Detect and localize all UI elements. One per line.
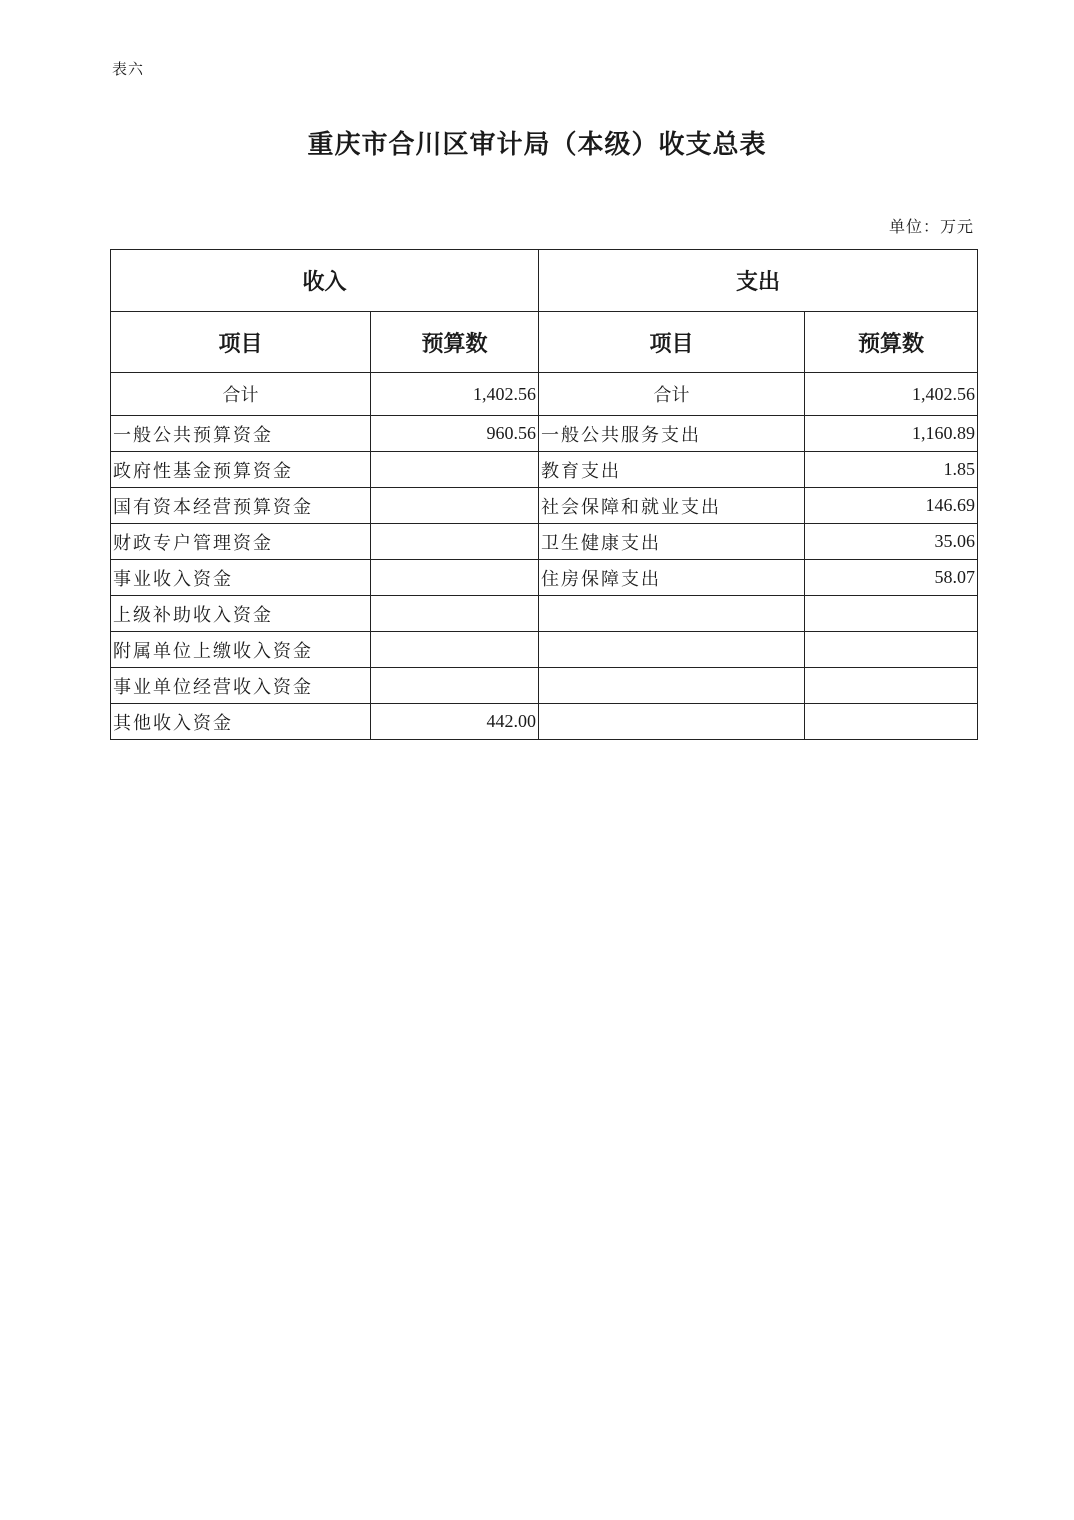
budget-table bbox=[110, 249, 978, 740]
expense-item: 卫生健康支出 bbox=[539, 524, 805, 560]
income-value bbox=[371, 596, 539, 632]
income-item-header: 项目 bbox=[111, 312, 371, 373]
total-row bbox=[111, 373, 978, 416]
table-row bbox=[111, 452, 978, 488]
unit-note: 单位：万元 bbox=[888, 217, 974, 236]
table-row bbox=[111, 632, 978, 668]
income-item: 附属单位上缴收入资金 bbox=[111, 632, 371, 668]
expense-item bbox=[539, 668, 805, 704]
expense-section-header: 支出 bbox=[539, 250, 978, 312]
expense-value: 35.06 bbox=[805, 524, 978, 560]
expense-item: 一般公共服务支出 bbox=[539, 416, 805, 452]
table-row bbox=[111, 488, 978, 524]
expense-item-header: 项目 bbox=[539, 312, 805, 373]
income-value bbox=[371, 452, 539, 488]
expense-value: 1.85 bbox=[805, 452, 978, 488]
income-value: 442.00 bbox=[371, 704, 539, 740]
table-row bbox=[111, 596, 978, 632]
table-row bbox=[111, 416, 978, 452]
expense-value bbox=[805, 704, 978, 740]
expense-item: 社会保障和就业支出 bbox=[539, 488, 805, 524]
expense-budget-header: 预算数 bbox=[805, 312, 978, 373]
expense-item: 教育支出 bbox=[539, 452, 805, 488]
income-budget-header: 预算数 bbox=[371, 312, 539, 373]
table-row bbox=[111, 668, 978, 704]
income-section-header: 收入 bbox=[111, 250, 539, 312]
expense-item: 住房保障支出 bbox=[539, 560, 805, 596]
income-item: 其他收入资金 bbox=[111, 704, 371, 740]
expense-value: 58.07 bbox=[805, 560, 978, 596]
income-item: 事业收入资金 bbox=[111, 560, 371, 596]
income-value bbox=[371, 560, 539, 596]
expense-item bbox=[539, 704, 805, 740]
page-title: 重庆市合川区审计局（本级）收支总表 bbox=[307, 130, 767, 160]
expense-value bbox=[805, 668, 978, 704]
income-value: 960.56 bbox=[371, 416, 539, 452]
income-item: 事业单位经营收入资金 bbox=[111, 668, 371, 704]
table-row bbox=[111, 704, 978, 740]
expense-value bbox=[805, 596, 978, 632]
table-row bbox=[111, 560, 978, 596]
column-header-row bbox=[111, 312, 978, 373]
income-item: 政府性基金预算资金 bbox=[111, 452, 371, 488]
income-value bbox=[371, 488, 539, 524]
table-row bbox=[111, 524, 978, 560]
expense-value bbox=[805, 632, 978, 668]
income-value bbox=[371, 632, 539, 668]
income-item: 一般公共预算资金 bbox=[111, 416, 371, 452]
expense-value: 146.69 bbox=[805, 488, 978, 524]
income-item: 财政专户管理资金 bbox=[111, 524, 371, 560]
income-value bbox=[371, 668, 539, 704]
section-header-row bbox=[111, 250, 978, 312]
income-item: 国有资本经营预算资金 bbox=[111, 488, 371, 524]
sheet-label: 表六 bbox=[112, 60, 145, 78]
expense-item bbox=[539, 596, 805, 632]
expense-total-label: 合计 bbox=[539, 373, 805, 416]
expense-total-value: 1,402.56 bbox=[805, 373, 978, 416]
income-total-label: 合计 bbox=[111, 373, 371, 416]
income-total-value: 1,402.56 bbox=[371, 373, 539, 416]
income-item: 上级补助收入资金 bbox=[111, 596, 371, 632]
expense-item bbox=[539, 632, 805, 668]
income-value bbox=[371, 524, 539, 560]
expense-value: 1,160.89 bbox=[805, 416, 978, 452]
